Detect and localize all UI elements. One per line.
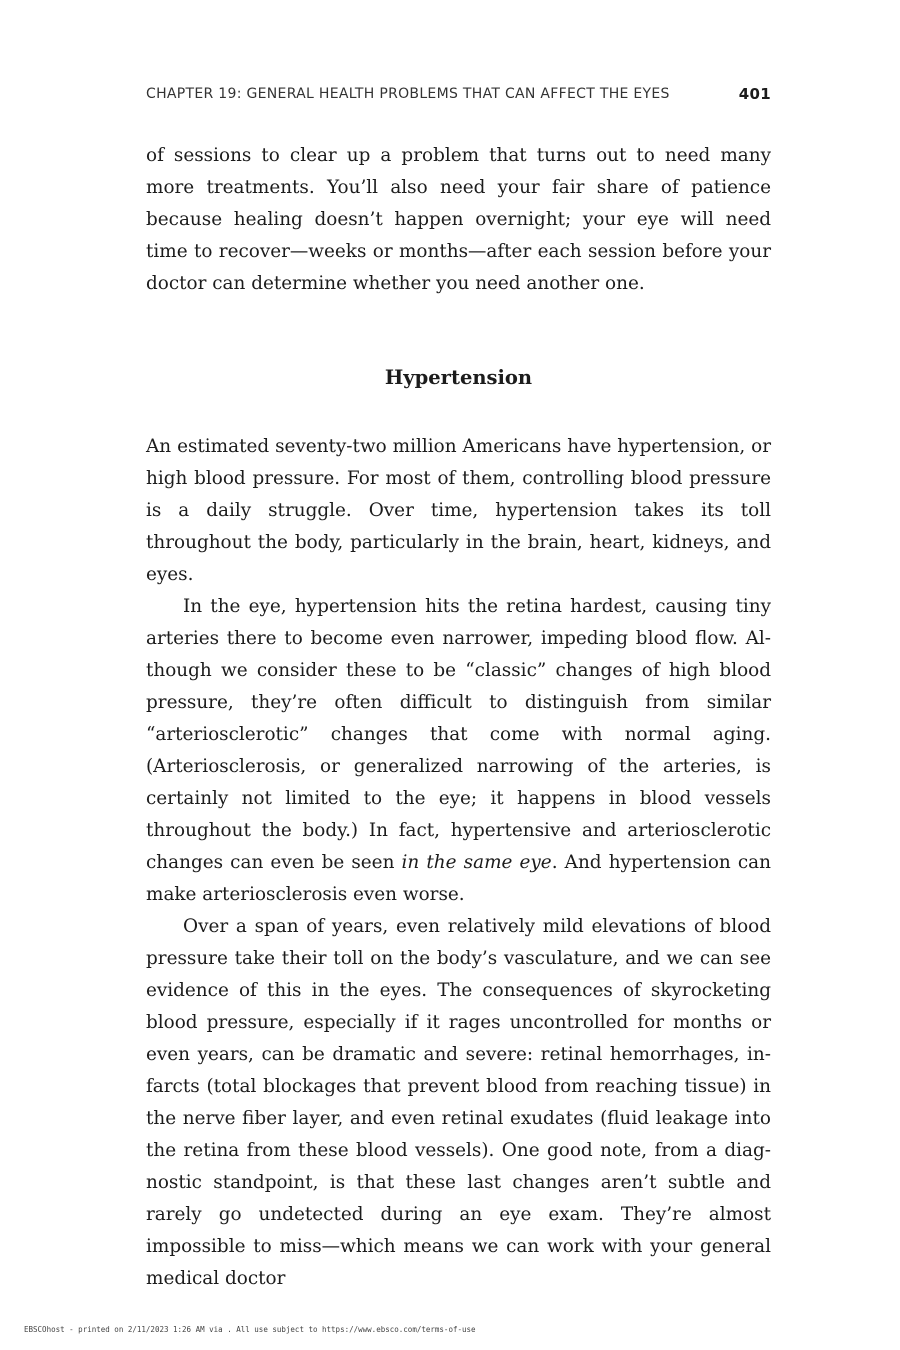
continued-paragraph: of sessions to clear up a problem that turns out to need many more treatments. You’ll also need your fair share of patience because healing doesn’t happen overnight; your eye will need time to recover—weeks or months—after each session before your doctor can determine whether you need another one. bbox=[146, 145, 771, 294]
paragraph-2-emphasis: in the same eye bbox=[401, 852, 552, 873]
print-footer: EBSCOhost - printed on 2/11/2023 1:26 AM via . All use subject to https://www.ebsco.com/terms-of-use bbox=[24, 1325, 476, 1334]
paragraph-2-text: In the eye, hypertension hits the retina hardest, causing tiny arteries there to become even narrower, impeding blood flow. Although we consider these to be “classic” changes of high blood pressure, they’re often difficult to distinguish from similar “arteriosclerotic” changes that come with normal aging. (Arteriosclerosis, or generalized narrowing of the arteries, is certainly not limited to the eye; it happens in blood vessels throughout the body.) In fact, hypertensive and arteriosclerotic changes can even be seen bbox=[146, 596, 771, 873]
page-number: 401 bbox=[738, 85, 771, 103]
running-header bbox=[146, 86, 771, 102]
paragraph-1: An estimated seventy-two million Americans have hypertension, or high blood pressure. For most of them, controlling blood pressure is a daily struggle. Over time, hypertension takes its toll throughout the body, particularly in the brain, heart, kidneys, and eyes. bbox=[146, 436, 771, 585]
section-heading: Hypertension bbox=[384, 366, 533, 389]
section-body bbox=[146, 431, 771, 1295]
continued-text-block bbox=[146, 140, 771, 300]
chapter-title: CHAPTER 19: GENERAL HEALTH PROBLEMS THAT CAN AFFECT THE EYES bbox=[146, 86, 670, 102]
paragraph-3: Over a span of years, even relatively mild elevations of blood pressure take their toll on the body’s vasculature, and we can see evidence of this in the eyes. The consequences of skyrocketing blood pressure, especially if it rages uncontrolled for months or even years, can be dramatic and severe: retinal hemorrhages, infarcts (total blockages that prevent blood from reaching tissue) in the nerve fiber layer, and even retinal exudates (fluid leakage into the retina from these blood vessels). One good note, from a diagnostic standpoint, is that these last changes aren’t subtle and rarely go undetected during an eye exam. They’re almost impossible to miss—which means we can work with your general medical doctor bbox=[146, 916, 771, 1289]
paragraph-2-text-end: . And hypertension can make arteriosclerosis even worse. bbox=[146, 852, 771, 905]
paragraph-2 bbox=[146, 591, 771, 911]
